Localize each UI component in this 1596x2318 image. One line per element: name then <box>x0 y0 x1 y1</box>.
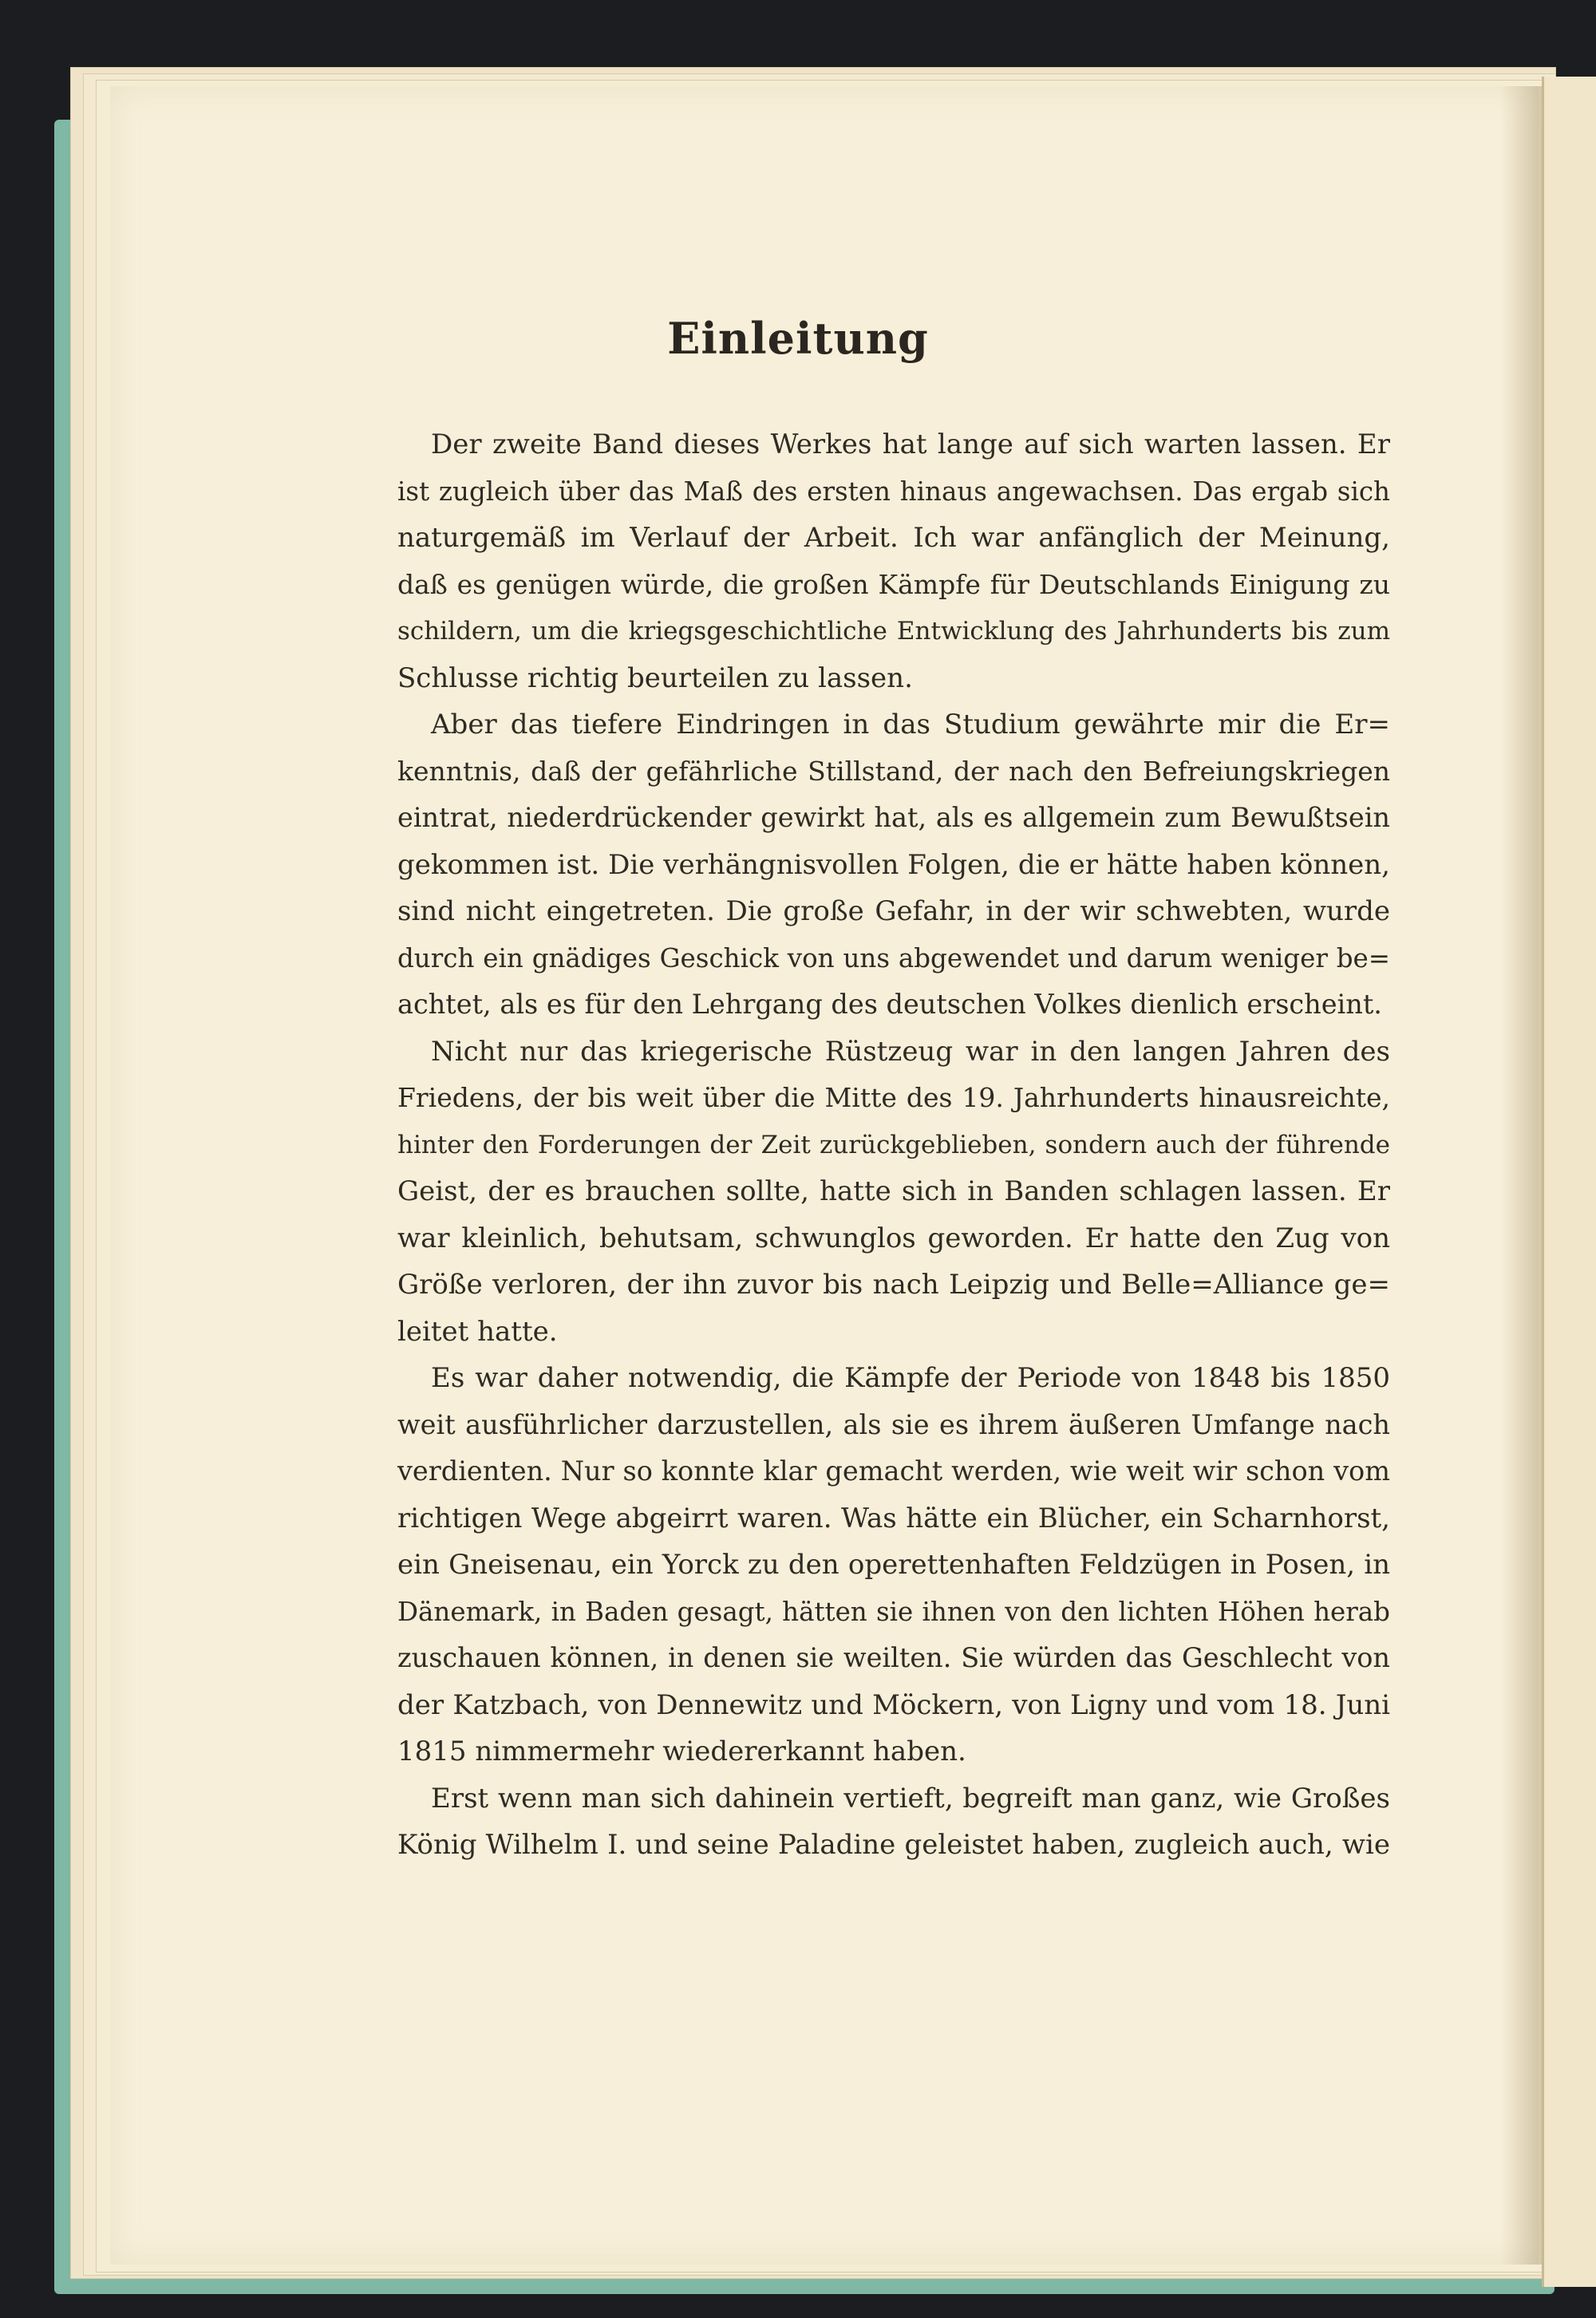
text-line: richtigen Wege abgeirrt waren. Was hätte ein Blücher, ein Scharnhorst, <box>397 1502 1390 1534</box>
text-line: Erst wenn man sich dahinein vertieft, begreift man ganz, wie Großes <box>431 1782 1390 1815</box>
text-line: zuschauen können, in denen sie weilten. Sie würden das Geschlecht von <box>397 1642 1390 1673</box>
text-line: ein Gneisenau, ein Yorck zu den operettenhaften Feldzügen in Posen, in <box>397 1549 1390 1581</box>
text-line: der Katzbach, von Dennewitz und Möckern, von Ligny und vom 18. Juni <box>397 1688 1390 1721</box>
text-line: ist zugleich über das Maß des ersten hinaus angewachsen. Das ergab sich <box>397 476 1390 507</box>
gutter-shadow <box>1500 86 1542 2265</box>
text-line: weit ausführlicher darzustellen, als sie es ihrem äußeren Umfange nach <box>397 1408 1390 1440</box>
text-line: 1815 nimmermehr wiedererkannt haben. <box>397 1736 966 1767</box>
text-line: sind nicht eingetreten. Die große Gefahr, in der wir schwebten, wurde <box>397 895 1390 927</box>
text-line: leitet hatte. <box>397 1315 558 1348</box>
text-line: Friedens, der bis weit über die Mitte des 19. Jahrhunderts hinausreichte, <box>397 1082 1390 1113</box>
text-line: schildern, um die kriegsgeschichtliche Entwicklung des Jahrhunderts bis zum <box>397 617 1390 646</box>
body-text <box>397 421 1390 1869</box>
text-line: hinter den Forderungen der Zeit zurückgeblieben, sondern auch der führende <box>397 1130 1390 1159</box>
text-line: kenntnis, daß der gefährliche Stillstand, der nach den Befreiungskriegen <box>397 755 1390 787</box>
text-line: Aber das tiefere Eindringen in das Studium gewährte mir die Er= <box>431 709 1390 740</box>
text-line: eintrat, niederdrückender gewirkt hat, als es allgemein zum Bewußtsein <box>397 802 1390 833</box>
text-line: Schlusse richtig beurteilen zu lassen. <box>397 661 913 694</box>
text-line: Der zweite Band dieses Werkes hat lange auf sich warten lassen. Er <box>431 428 1390 460</box>
text-line: Geist, der es brauchen sollte, hatte sich in Banden schlagen lassen. Er <box>397 1175 1390 1207</box>
text-line: Dänemark, in Baden gesagt, hätten sie ihnen von den lichten Höhen herab <box>397 1596 1390 1627</box>
chapter-title: Einleitung <box>667 313 929 364</box>
text-line: naturgemäß im Verlauf der Arbeit. Ich war anfänglich der Meinung, <box>397 522 1390 554</box>
text-line: Es war daher notwendig, die Kämpfe der Periode von 1848 bis 1850 <box>431 1362 1390 1394</box>
text-line: war kleinlich, behutsam, schwunglos geworden. Er hatte den Zug von <box>397 1222 1390 1254</box>
text-line: Nicht nur das kriegerische Rüstzeug war in den langen Jahren des <box>431 1035 1390 1068</box>
text-line: daß es genügen würde, die großen Kämpfe für Deutschlands Einigung zu <box>397 568 1390 600</box>
text-line: König Wilhelm I. und seine Paladine geleistet haben, zugleich auch, wie <box>397 1829 1390 1861</box>
text-line: Größe verloren, der ihn zuvor bis nach Leipzig und Belle=Alliance ge= <box>397 1269 1390 1301</box>
facing-page-edge <box>1542 77 1596 2287</box>
text-line: durch ein gnädiges Geschick von uns abgewendet und darum weniger be= <box>397 942 1390 973</box>
text-line: verdienten. Nur so konnte klar gemacht werden, wie weit wir schon vom <box>397 1455 1390 1487</box>
text-line: gekommen ist. Die verhängnisvollen Folgen, die er hätte haben können, <box>397 848 1390 881</box>
text-line: achtet, als es für den Lehrgang des deutschen Volkes dienlich erscheint. <box>397 989 1382 1020</box>
